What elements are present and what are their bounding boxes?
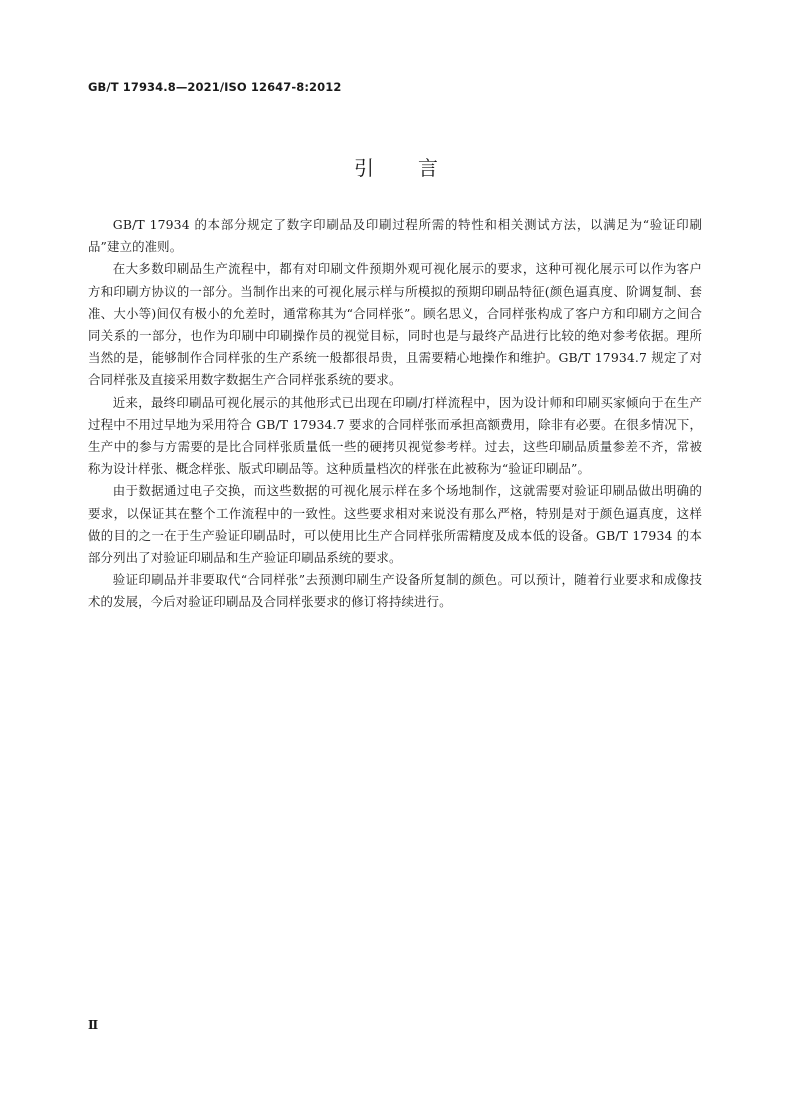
paragraph-4: 由于数据通过电子交换，而这些数据的可视化展示样在多个场地制作，这就需要对验证印刷品做出明确的要求，以保证其在整个工作流程中的一致性。这些要求相对来说没有那么严格，特别是对于颜色逼真度，这样做的目的之一在于生产验证印刷品时，可以使用比生产合同样张所需精度及成本低的设备。GB/T 17934 的本部分列出了对验证印刷品和生产验证印刷品系统的要求。: [88, 483, 702, 566]
paragraph-3: 近来，最终印刷品可视化展示的其他形式已出现在印刷/打样流程中，因为设计师和印刷买家倾向于在生产过程中不用过早地为采用符合 GB/T 17934.7 要求的合同样张而承担高额费用，除非有必要。在很多情况下，生产中的参与方需要的是比合同样张质量低一些的硬拷贝视觉参考样。过去，这些印刷品质量参差不齐，常被称为设计样张、概念样张、版式印刷品等。这种质量档次的样张在此被称为“验证印刷品”。: [88, 394, 702, 477]
paragraph-1: GB/T 17934 的本部分规定了数字印刷品及印刷过程所需的特性和相关测试方法，以满足为“验证印刷品”建立的准则。: [88, 217, 702, 255]
page-number: Ⅱ: [88, 1018, 99, 1032]
introduction-body: [88, 214, 702, 614]
page-title: 引言: [354, 156, 482, 180]
paragraph-2: 在大多数印刷品生产流程中，都有对印刷文件预期外观可视化展示的要求，这种可视化展示可以作为客户方和印刷方协议的一部分。当制作出来的可视化展示样与所模拟的预期印刷品特征(颜色逼真度、阶调复制、套准、大小等)间仅有极小的允差时，通常称其为“合同样张”。顾名思义，合同样张构成了客户方和印刷方之间合同关系的一部分，也作为印刷中印刷操作员的视觉目标，同时也是与最终产品进行比较的绝对参考依据。理所当然的是，能够制作合同样张的生产系统一般都很昂贵，且需要精心地操作和维护。GB/T 17934.7 规定了对合同样张及直接采用数字数据生产合同样张系统的要求。: [88, 261, 702, 388]
standard-number-header: GB/T 17934.8—2021/ISO 12647-8:2012: [88, 80, 342, 94]
paragraph-5: 验证印刷品并非要取代“合同样张”去预测印刷生产设备所复制的颜色。可以预计，随着行业要求和成像技术的发展，今后对验证印刷品及合同样张要求的修订将持续进行。: [88, 572, 702, 610]
